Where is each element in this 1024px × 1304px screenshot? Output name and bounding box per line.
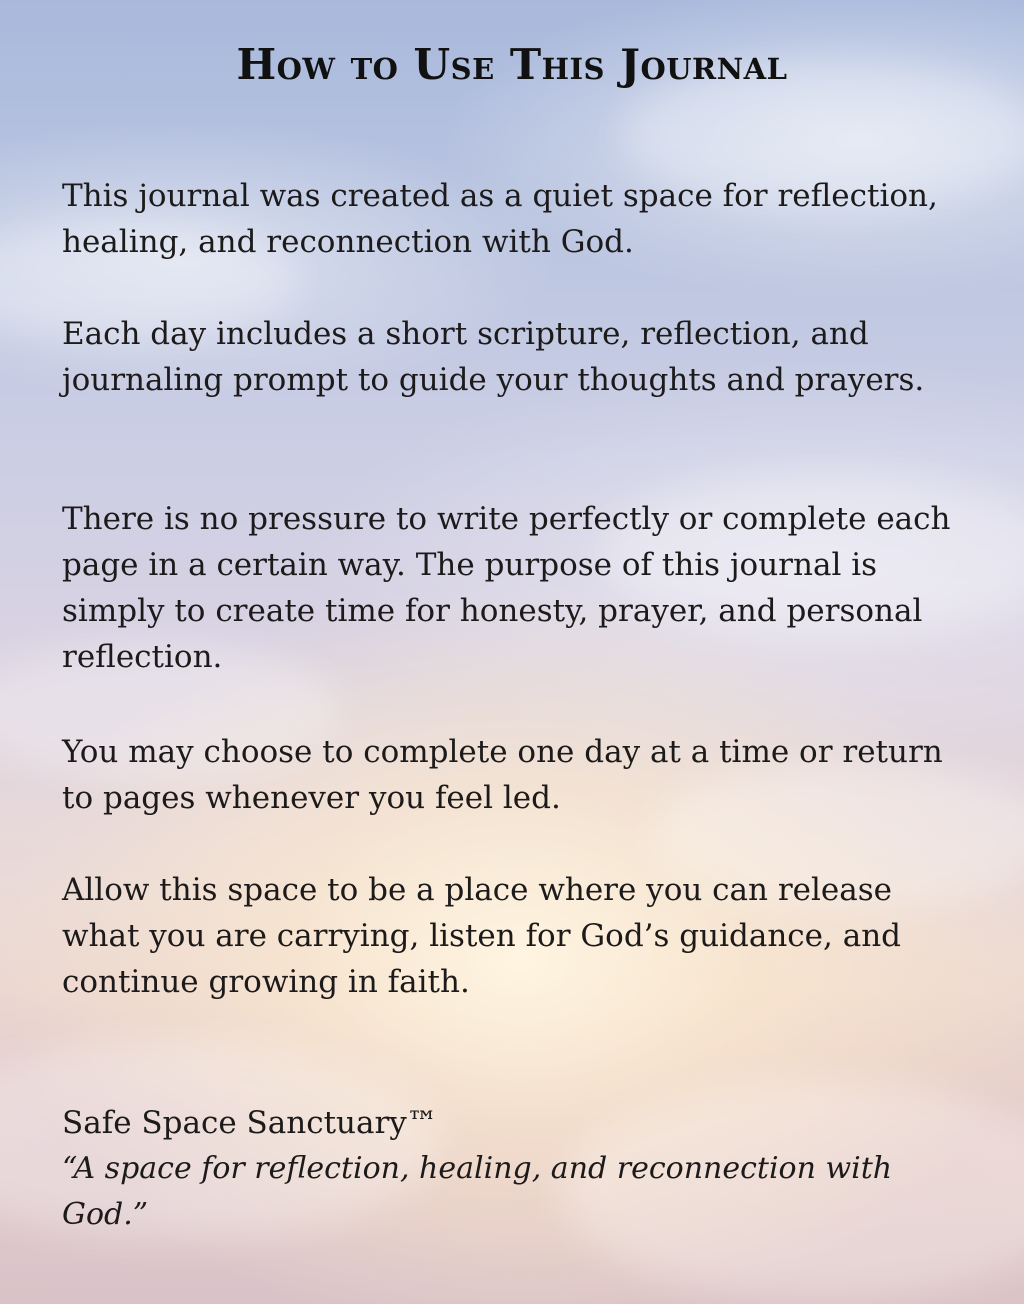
- page-title: How to Use This Journal: [236, 40, 788, 89]
- brand-name: Safe Space Sanctuary™: [62, 1105, 438, 1141]
- paragraph-release: Allow this space to be a place where you can release what you are carrying, listen for God’s guidance, and continue growing in faith.: [62, 872, 901, 1000]
- paragraph-purpose: This journal was created as a quiet space for reflection, healing, and reconnection with God.: [62, 178, 938, 260]
- paragraph-pace: You may choose to complete one day at a time or return to pages whenever you feel led.: [62, 734, 943, 816]
- paragraph-no-pressure: There is no pressure to write perfectly or complete each page in a certain way. The purpose of this journal is simply to create time for honesty, prayer, and personal reflection.: [62, 501, 951, 675]
- paragraph-daily-content: Each day includes a short scripture, reflection, and journaling prompt to guide your thoughts and prayers.: [62, 316, 925, 398]
- brand-tagline: “A space for reflection, healing, and reconnection with God.”: [62, 1151, 893, 1232]
